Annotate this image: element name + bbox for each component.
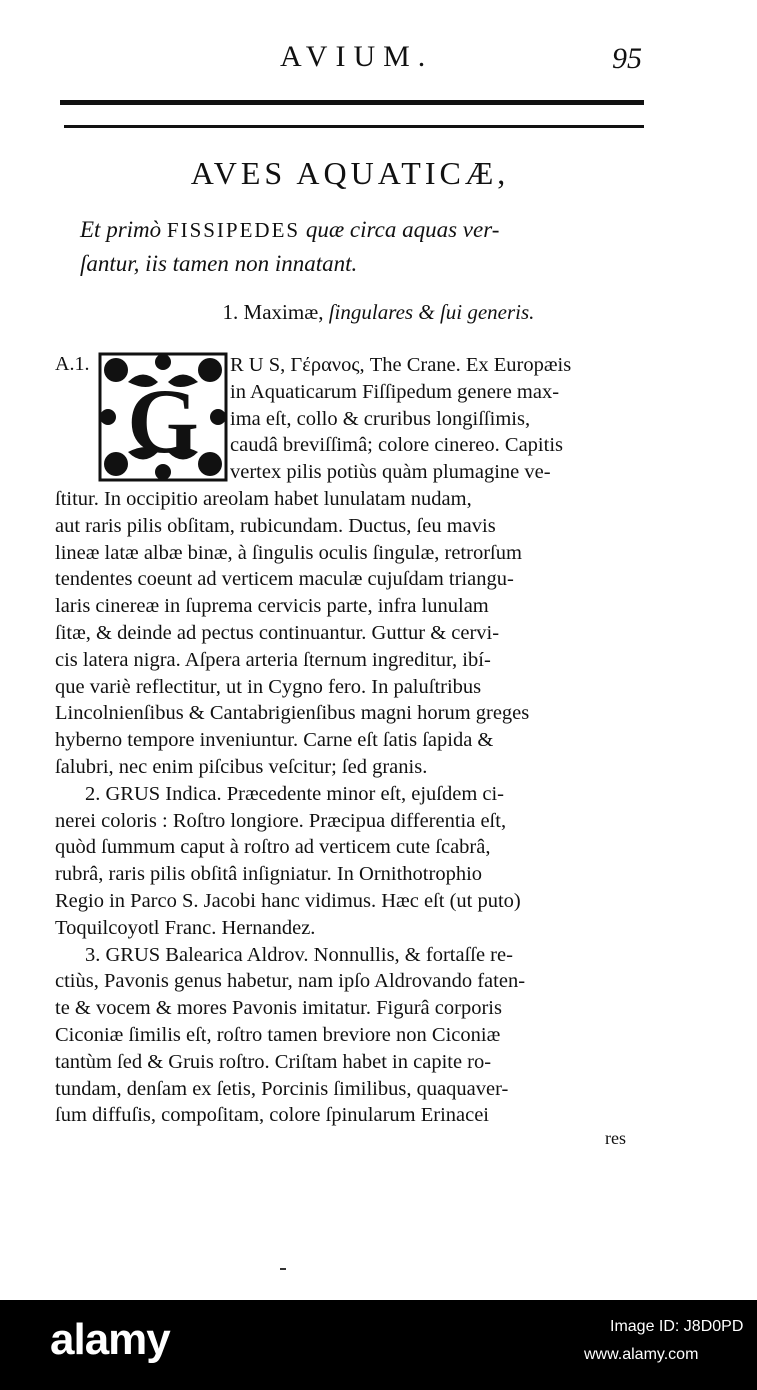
subtitle-smallcaps: FISSIPEDES (166, 218, 301, 242)
text-line: ctiùs, Pavonis genus habetur, nam ipſo Aldrovando faten- (55, 970, 526, 993)
text-line: in Aquaticarum Fiſſipedum genere max- (230, 380, 560, 403)
subhead-rest: ſingulares & ſui generis. (328, 300, 535, 324)
text-line: ſum diffuſis, compoſitam, colore ſpinularum Erinacei (55, 1104, 490, 1127)
running-head: AVIUM. (280, 40, 434, 73)
text-line: cis latera nigra. Aſpera arteria ſternum ingreditur, ibí- (55, 648, 491, 671)
text-line: aut raris pilis obſitam, rubicundam. Ductus, ſeu mavis (55, 514, 496, 537)
margin-label: A.1. (55, 353, 90, 375)
header-rule-thick (60, 100, 644, 105)
text-line: laris cinereæ in ſuprema cervicis parte, infra lunulam (55, 595, 489, 618)
subsection-heading (0, 300, 757, 325)
catchword: res (605, 1128, 626, 1148)
text-line: ſalubri, nec enim piſcibus veſcitur; ſed granis. (55, 755, 428, 778)
text-line: rubrâ, raris pilis obſitâ inſigniatur. In Ornithotrophio (55, 863, 483, 886)
text-line: te & vocem & mores Pavonis imitatur. Figurâ corporis (55, 997, 502, 1020)
subhead-number: 1. Maximæ, (222, 300, 324, 324)
page-mark (280, 1268, 286, 1270)
text-line: lineæ latæ albæ binæ, à ſingulis oculis ſingulæ, retrorſum (55, 541, 522, 564)
text-line: hyberno tempore inveniuntur. Carne eſt ſatis ſapida & (55, 729, 494, 752)
text-line: 2. GRUS Indica. Præcedente minor eſt, ejuſdem ci- (85, 782, 505, 805)
text-line: nerei coloris : Roſtro longiore. Præcipua differentia eſt, (55, 809, 507, 832)
watermark-image-id: Image ID: J8D0PD (610, 1318, 744, 1335)
watermark-url: www.alamy.com (584, 1346, 699, 1363)
text-line: ima eſt, collo & cruribus longiſſimis, (230, 407, 531, 430)
watermark-brand: alamy (50, 1315, 170, 1364)
text-line: ſtitur. In occipitio areolam habet lunulatam nudam, (55, 487, 472, 510)
text-line: tundam, denſam ex ſetis, Porcinis ſimilibus, quaquaver- (55, 1077, 509, 1100)
header-rule-thin (64, 125, 644, 128)
text-line: Toquilcoyotl Franc. Hernandez. (55, 916, 316, 939)
text-line: ſitæ, & deinde ad pectus continuantur. Guttur & cervi- (55, 621, 500, 644)
initial-letter: G (127, 370, 199, 472)
subtitle-prefix: Et primò (80, 217, 162, 242)
text-line: Ciconiæ ſimilis eſt, roſtro tamen breviore non Ciconiæ (55, 1023, 501, 1046)
text-line: R U S, Γέρανος, The Crane. Ex Europæis (230, 354, 572, 376)
text-line: tantùm ſed & Gruis roſtro. Criſtam habet in capite ro- (55, 1050, 492, 1073)
text-line: vertex pilis potiùs quàm plumagine ve- (230, 461, 551, 484)
text-line: Regio in Parco S. Jacobi hanc vidimus. Hæc eſt (ut puto) (55, 889, 521, 912)
page-number: 95 (612, 42, 642, 75)
subtitle-line1-rest: quæ circa aquas ver- (305, 217, 500, 242)
text-line: que variè reflectitur, ut in Cygno fero. In paluſtribus (55, 675, 482, 698)
text-line: caudâ breviſſimâ; colore cinereo. Capitis (230, 434, 563, 457)
text-line: Lincolnienſibus & Cantabrigienſibus magni horum greges (55, 702, 530, 725)
body-text (55, 352, 645, 1129)
text-line: tendentes coeunt ad verticem maculæ cujuſdam triangu- (55, 568, 514, 591)
text-line: quòd ſummum caput à roſtro ad verticem cute ſcabrâ, (55, 836, 491, 859)
section-subtitle (80, 213, 650, 281)
subtitle-line2: ſantur, iis tamen non innatant. (80, 251, 358, 276)
text-line: 3. GRUS Balearica Aldrov. Nonnullis, & fortaſſe re- (85, 943, 513, 966)
section-title: AVES AQUATICÆ, (190, 155, 510, 191)
